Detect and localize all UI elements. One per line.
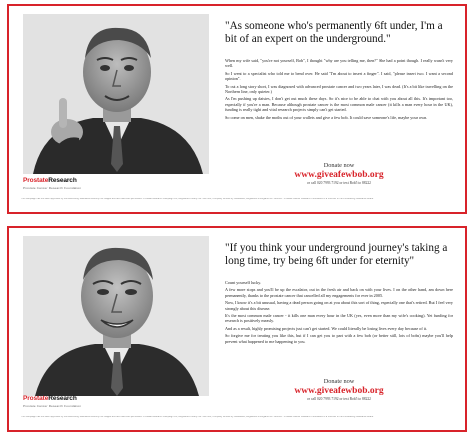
prostate-research-logo	[23, 395, 77, 402]
logo-text-prostate: Prostate	[23, 177, 49, 184]
donate-label: Donate now	[323, 162, 355, 169]
man-pointing-illustration	[23, 14, 209, 174]
body-paragraph: As I'm pushing up daisies, I don't get out much these days. So it's nice to be able to chat with you about all this. It's important too, especially if you're a man. Because although prostate cancer is the most common male cancer (it kills a man every hour in the UK), funding is really tight and vital research projects simply can't get started.	[225, 96, 453, 113]
logo-tagline: Prostate Cancer Research Foundation	[23, 186, 82, 190]
donate-phone: or call 020 7993 7192 or text Bob5 to 88222	[307, 397, 371, 401]
advert-panel-bottom	[7, 226, 467, 432]
donate-phone: or call 020 7993 7192 or text Bob5 to 88222	[307, 181, 371, 185]
donate-label: Donate now	[323, 378, 355, 385]
body-paragraph: And as a result, highly promising projects just can't get started. We could literally be losing lives every day because of it.	[225, 325, 428, 331]
body-paragraph: When my wife said, "you're not yourself, Bob", I thought "why are you telling me, then?" She had a point though. I really wasn't very well.	[225, 58, 453, 69]
advert-panel-top	[7, 4, 467, 214]
body-paragraph: It's the most common male cancer - it kills one man every hour in the UK (yes, even more than my wife's cooking). Yet funding for research is positively measly.	[225, 313, 453, 324]
donate-url-link[interactable]: www.giveafewbob.org	[294, 170, 384, 180]
body-paragraph: So come on men, shake the moths out of your wallets and give a few bob. It could save someone's life, maybe your own.	[225, 114, 428, 120]
portrait-photo	[23, 14, 209, 174]
body-paragraph: So forgive me for treating you like this, but if I can get you to part with a few bob (or better still, lots of bobs) maybe you'll help prevent what happened to me happening to you.	[225, 333, 453, 344]
body-paragraph: A few more stops and you'll be up the escalator, out in the fresh air and back on with your lives. I on the other hand, am down here permanently, thanks to the prostate cancer that cancelled all my engagements for ever in 2005.	[225, 287, 453, 298]
headline: "As someone who's permanently 6ft under, I'm a bit of an expert on the underground."	[225, 20, 443, 45]
donate-url-link[interactable]: www.giveafewbob.org	[294, 386, 384, 396]
body-paragraph: So I went to a specialist who told me to bend over. He said "I'm about to insert a finger". I said, "please insert two. I want a second opinion".	[225, 70, 453, 82]
prostate-research-logo	[23, 177, 77, 184]
ad-copy	[225, 20, 453, 122]
small-print: This campaign has not been approved by the Advertising Standards Authority. All images and text used with permission. Prostate Research Campaign UK, Registered Charity No. 1107084, Company Limited by Guarantee, Registered in England No. 5240367. Prostate Cancer Research Foundation is a member of the Fundraising Standards Board.	[21, 198, 374, 200]
ad-copy	[225, 242, 453, 346]
man-smiling-illustration	[23, 236, 209, 396]
donate-block	[225, 162, 453, 186]
logo-tagline: Prostate Cancer Research Foundation	[23, 404, 82, 408]
logo-text-research: Research	[48, 395, 77, 402]
small-print: This campaign has not been approved by the Advertising Standards Authority. All images and text used with permission. Prostate Research Campaign UK, Registered Charity No. 1107084, Company Limited by Guarantee, Registered in England No. 5240367. Prostate Cancer Research Foundation is a member of the Fundraising Standards Board.	[21, 416, 374, 418]
logo-text-research: Research	[48, 177, 77, 184]
donate-block	[225, 378, 453, 402]
body-paragraph: Now, I know it's a bit unusual, having a dead person going on at you about this sort of thing, especially one that's retired. But I feel very strongly about this disease.	[225, 300, 453, 311]
portrait-photo	[23, 236, 209, 396]
body-paragraph: Count yourself lucky.	[225, 280, 262, 285]
logo-text-prostate: Prostate	[23, 395, 49, 402]
body-paragraph: To cut a long story short, I was diagnosed with advanced prostate cancer and two years later, I was dead. (It's a bit like travelling on the Northern line, only quieter.)	[225, 83, 453, 95]
headline: "If you think your underground journey's taking a long time, try being 6ft under for eternity"	[225, 242, 448, 267]
